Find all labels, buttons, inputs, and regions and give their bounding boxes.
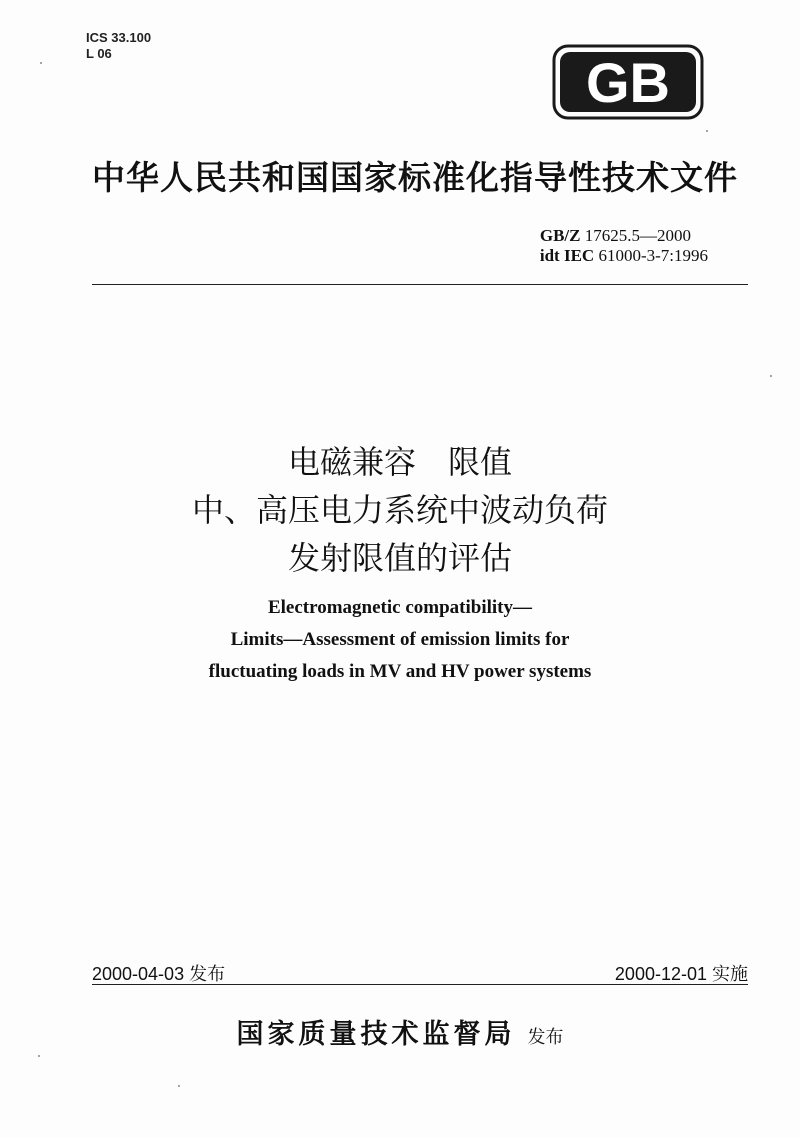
- scan-speck: [38, 1055, 40, 1057]
- scan-speck: [178, 1085, 180, 1087]
- scan-speck: [40, 62, 42, 64]
- chinese-title: [100, 438, 700, 582]
- ics-code: ICS 33.100: [86, 30, 152, 45]
- idt-value: 61000-3-7:1996: [594, 246, 708, 265]
- english-title-line-3: fluctuating loads in MV and HV power systems: [208, 661, 592, 682]
- effective-date: 2000-12-01 实施: [614, 964, 748, 984]
- issuer-org: 国家质量技术监督局: [236, 1019, 516, 1050]
- bottom-rule: [92, 984, 748, 985]
- idt-label: idt IEC: [539, 246, 595, 265]
- gb-logo-text: GB: [586, 51, 670, 114]
- classification-codes: [86, 30, 151, 62]
- ccs-code: L 06: [86, 46, 112, 61]
- issuer-suffix: 发布: [527, 1027, 564, 1048]
- english-title-line-2: Limits—Assessment of emission limits for: [230, 629, 570, 650]
- english-title-line-1: Electromagnetic compatibility—: [267, 597, 532, 618]
- chinese-title-line-2: 中、高压电力系统中波动负荷: [191, 491, 608, 529]
- chinese-title-line-1: 电磁兼容 限值: [287, 443, 512, 481]
- issuer: [100, 1012, 700, 1051]
- gb-number-label: GB/Z: [539, 226, 581, 245]
- gb-logo: [552, 44, 704, 120]
- scan-speck: [706, 130, 708, 132]
- standard-number: [540, 226, 708, 266]
- gb-number-value: 17625.5—2000: [580, 226, 691, 245]
- header-title: 中华人民共和国国家标准化指导性技术文件: [92, 158, 738, 197]
- gb-number: [540, 226, 708, 246]
- top-rule: [92, 284, 748, 285]
- issue-date: 2000-04-03 发布: [92, 964, 226, 984]
- idt-number: [540, 246, 708, 266]
- chinese-title-line-3: 发射限值的评估: [287, 539, 512, 577]
- scan-speck: [770, 375, 772, 377]
- english-title: [100, 592, 700, 688]
